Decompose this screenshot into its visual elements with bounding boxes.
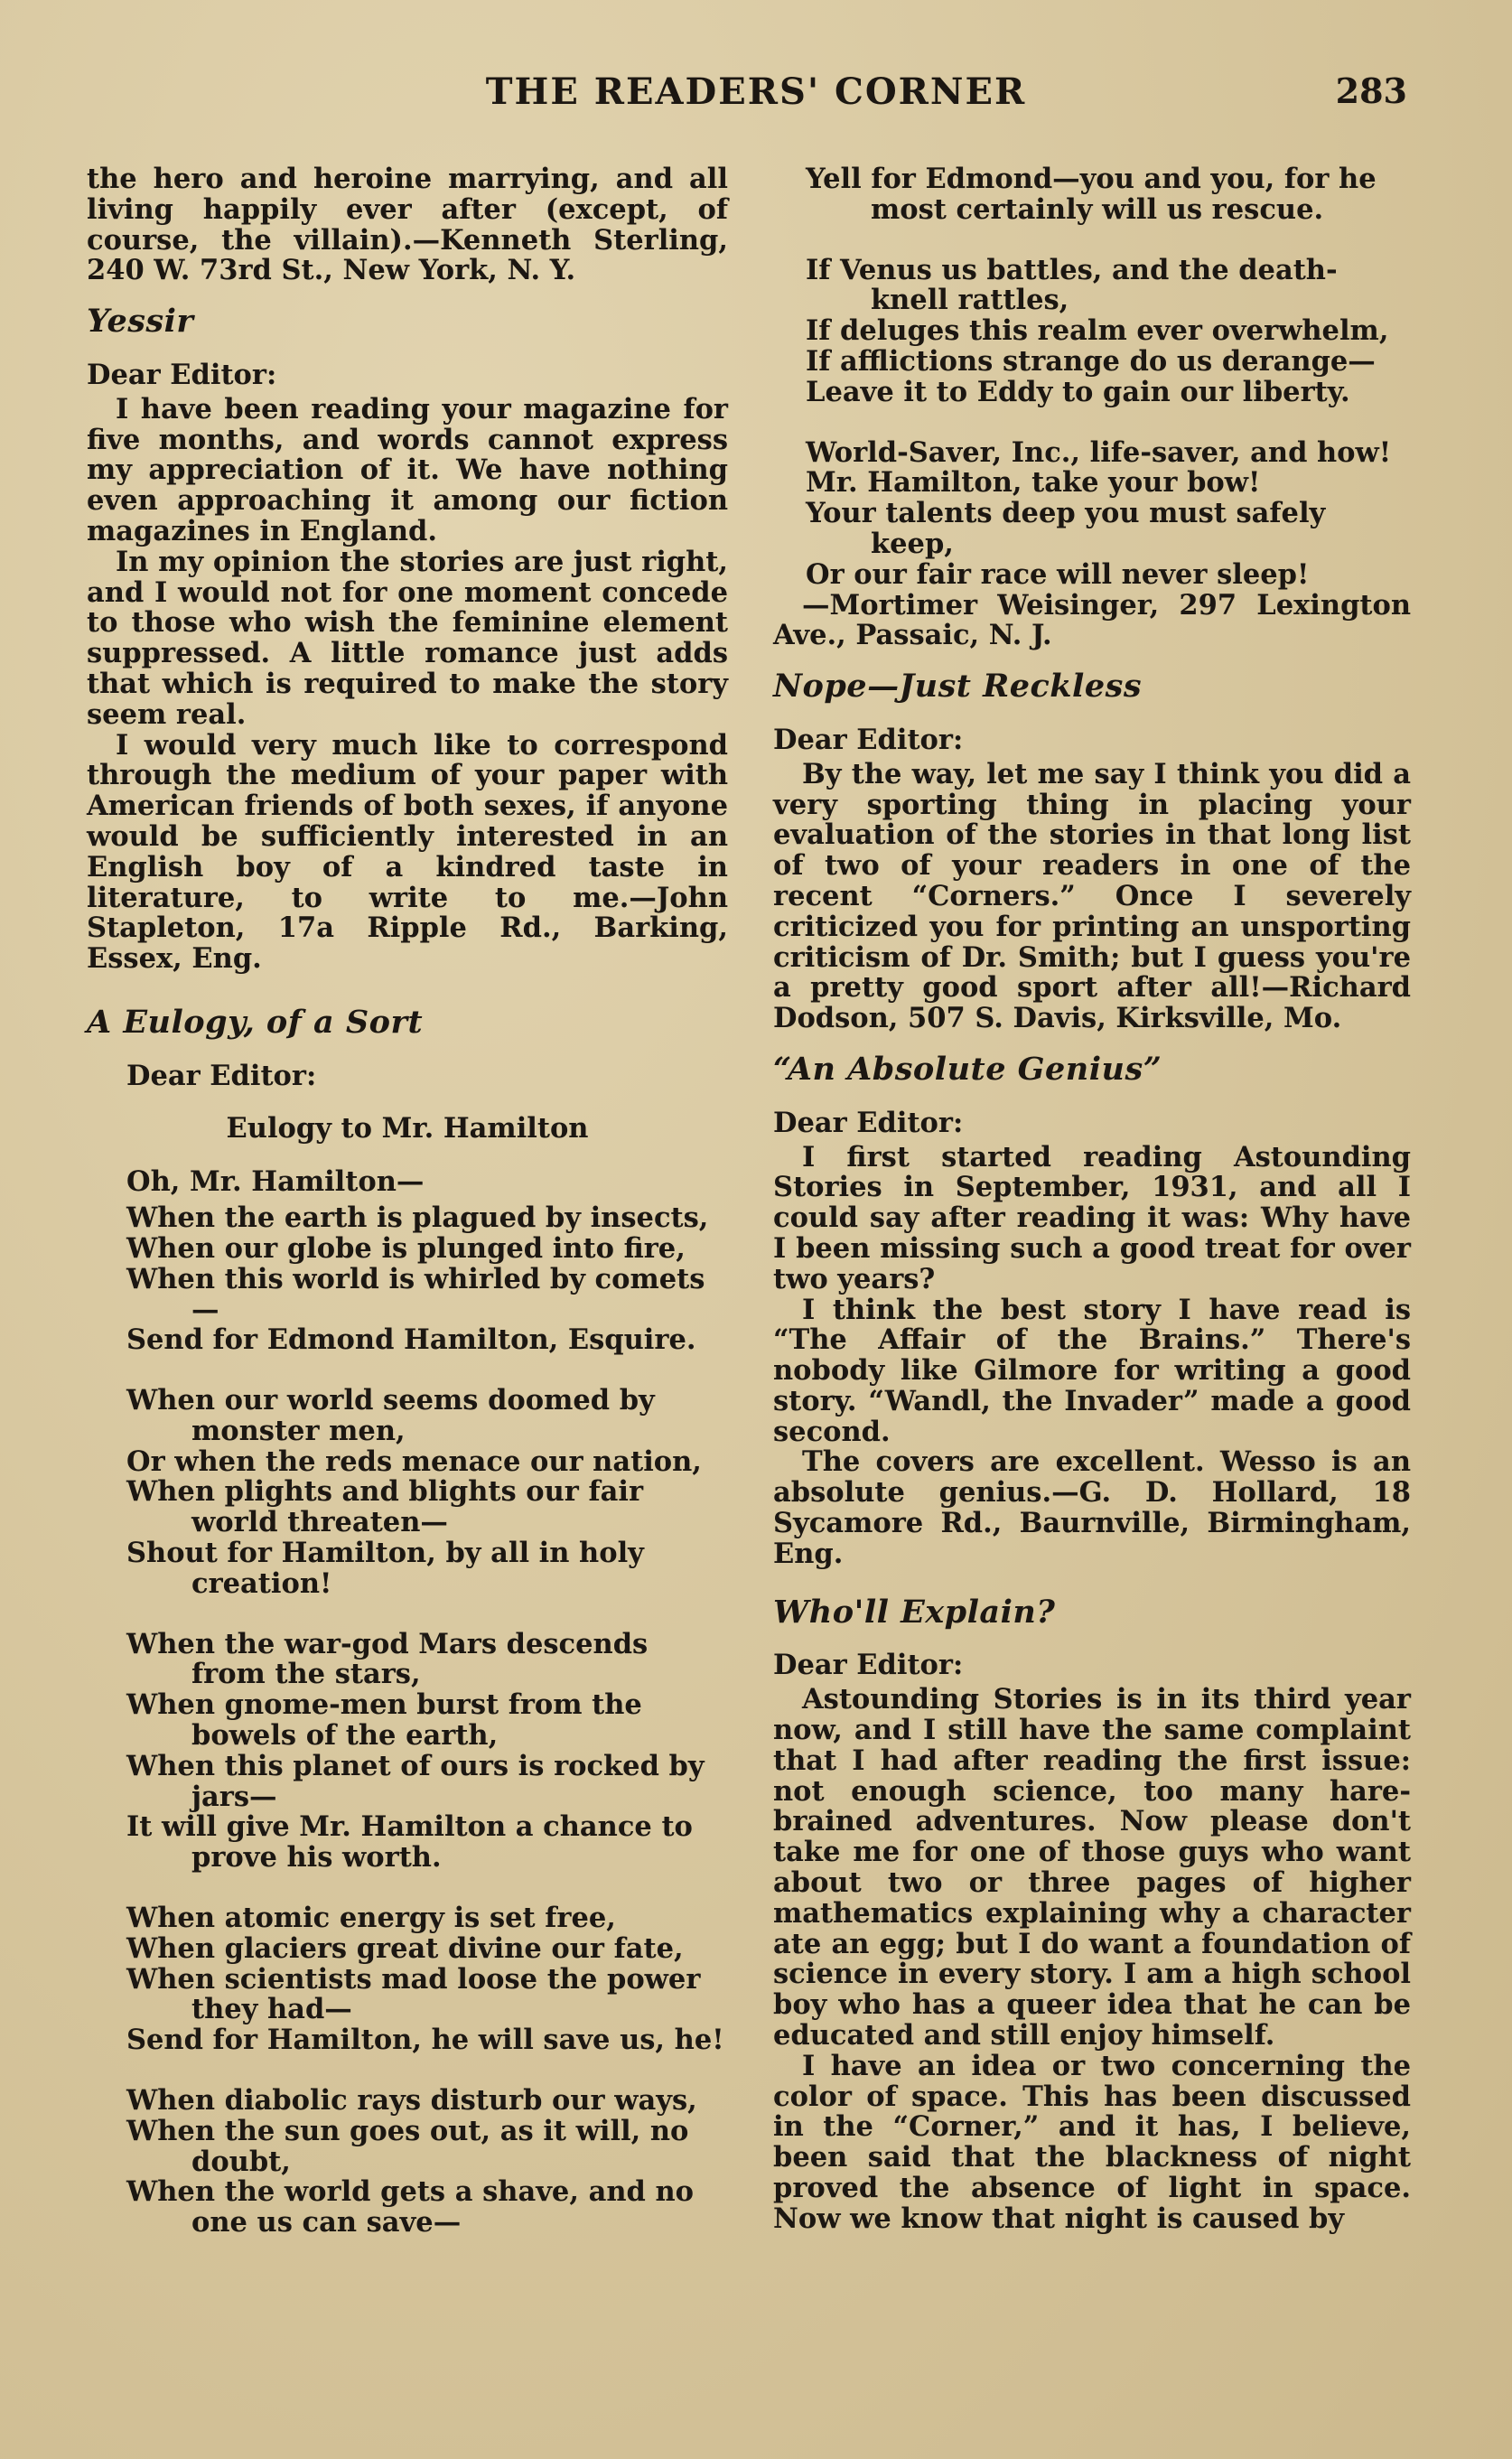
poem-opening: Oh, Mr. Hamilton— (126, 1165, 425, 1199)
poem-stanza (87, 1903, 728, 2056)
page-header (0, 70, 1512, 125)
paragraph: By the way, let me say I think you did a very sporting thing in placing your evaluation of the stories in that long list of two of your readers in one of the recent “Corners.” Once I severely criticized you for printing an unsporting criticism of Dr. Smith; but I guess you're a pretty good sport after all!—Richard Dodson, 507 S. Davis, Kirksville, Mo. (773, 757, 1411, 1035)
left-column (87, 164, 728, 2239)
letter-genius (773, 1050, 1411, 1570)
poem-line: If Venus us battles, and the death-knell rattles, (806, 253, 1338, 317)
letter-eulogy (87, 1003, 728, 2239)
salutation: Dear Editor: (773, 1106, 964, 1139)
poem-line: When the earth is plagued by insects, (126, 1201, 709, 1235)
poem-title: Eulogy to Mr. Hamilton (226, 1111, 589, 1145)
letter-heading: Yessir (87, 303, 194, 341)
letter-explain (773, 1593, 1411, 2235)
paragraph: I have been reading your magazine for five months, and words cannot express my appreciation of it. We have nothing even approaching it among our fiction magazines in England. (87, 392, 728, 547)
poem-line: When gnome-men burst from the bowels of the earth, (126, 1688, 642, 1753)
right-column (773, 164, 1411, 2235)
letter-heading: Who'll Explain? (773, 1593, 1056, 1631)
poem-line: When the sun goes out, as it will, no doubt, (126, 2114, 689, 2178)
poem-line: Leave it to Eddy to gain our liberty. (806, 375, 1350, 408)
poem-stanza (773, 435, 1411, 591)
page-number: 283 (1335, 70, 1407, 111)
paragraph: I first started reading Astounding Stories in September, 1931, and all I could say after reading it was: Why have I been missing such a good treat for over two years? (773, 1140, 1411, 1295)
paragraph: The covers are excellent. Wesso is an absolute genius.—G. D. Hollard, 18 Sycamore Rd., Baurnville, Birmingham, Eng. (773, 1445, 1411, 1570)
poem-stanza (87, 2086, 728, 2239)
paragraph: Astounding Stories is in its third year now, and I still have the same complaint that I had after reading the first issue: not enough science, too many hare-brained adventures. Now please don't take me for one of those guys who want about two or three pages of higher mathematics explaining why a character ate an egg; but I do want a foundation of science in every story. I am a high school boy who has a queer idea that he can be educated and still enjoy himself. (773, 1683, 1411, 2052)
poem-line: When diabolic rays disturb our ways, (126, 2084, 697, 2118)
paragraph: In my opinion the stories are just right, and I would not for one moment concede to those who wish the feminine element suppressed. A little romance just adds that which is required to make the story seem real. (87, 545, 728, 731)
letter-heading: “An Absolute Genius” (773, 1050, 1162, 1088)
salutation: Dear Editor: (126, 1059, 317, 1092)
paragraph: I would very much like to correspond through the medium of your paper with American friends of both sexes, if anyone would be sufficiently interested in an English boy of a kindred taste in literature, to write to me.—John Stapleton, 17a Ripple Rd., Barking, Essex, Eng. (87, 728, 728, 976)
paragraph: I have an idea or two concerning the color of space. This has been discussed in the “Corner,” and it has, I believe, been said that the blackness of night proved the absence of light in space. Now we know that night is caused by (773, 2049, 1411, 2235)
poem-stanza (773, 164, 1411, 226)
running-title: THE READERS' CORNER (485, 70, 1027, 113)
poem-line: Or our fair race will never sleep! (806, 557, 1310, 591)
poem-line: When our globe is plunged into fire, (126, 1231, 686, 1265)
poem-line: When the war-god Mars descends from the stars, (126, 1627, 649, 1691)
poem-stanza (87, 1203, 728, 1356)
poem-stanza (87, 1386, 728, 1600)
salutation: Dear Editor: (773, 1649, 964, 1682)
poem-line: When the world gets a shave, and no one us can save— (126, 2175, 694, 2239)
poem-line: If afflictions strange do us derange— (806, 344, 1376, 378)
poem-line: Send for Hamilton, he will save us, he! (126, 2024, 724, 2057)
poem-line: Yell for Edmond—you and you, for he most certainly will us rescue. (806, 163, 1377, 226)
poem-line: World-Saver, Inc., life-saver, and how! (806, 435, 1392, 469)
poem-line: Send for Edmond Hamilton, Esquire. (126, 1323, 696, 1357)
poem-line: Your talents deep you must safely keep, (806, 497, 1326, 560)
poem-stanza (773, 253, 1411, 408)
poem-line: If deluges this realm ever overwhelm, (806, 314, 1389, 348)
poem-line: When this world is whirled by comets— (126, 1262, 705, 1326)
poem-line: When glaciers great divine our fate, (126, 1931, 684, 1965)
poem-stanza (87, 1627, 728, 1875)
poem-line: Mr. Hamilton, take your bow! (806, 466, 1261, 500)
letter-nope (773, 668, 1411, 1035)
poem-line: When scientists mad loose the power they had— (126, 1962, 701, 2026)
letter-yessir (87, 303, 728, 976)
letter-heading: A Eulogy, of a Sort (87, 1003, 424, 1041)
salutation: Dear Editor: (87, 358, 277, 391)
poem-line: When this planet of ours is rocked by jars— (126, 1749, 705, 1813)
poem-line: When our world seems doomed by monster men, (126, 1384, 655, 1447)
paragraph: I think the best story I have read is “The Affair of the Brains.” There's nobody like Gilmore for writing a good story. “Wandl, the Invader” made a good second. (773, 1293, 1411, 1448)
salutation: Dear Editor: (773, 723, 964, 756)
poem-line: When atomic energy is set free, (126, 1902, 616, 1935)
letter-continuation: the hero and heroine marrying, and all living happily ever after (except, of course, the villain).—Kenneth Sterling, 240 W. 73rd St., New York, N. Y. (87, 163, 728, 287)
poem-signature: —Mortimer Weisinger, 297 Lexington Ave., Passaic, N. J. (773, 588, 1411, 652)
poem-line: Shout for Hamilton, by all in holy creation! (126, 1537, 644, 1600)
poem-line: Or when the reds menace our nation, (126, 1445, 702, 1478)
poem-line: It will give Mr. Hamilton a chance to prove his worth. (126, 1810, 693, 1875)
letter-heading: Nope—Just Reckless (773, 668, 1143, 706)
poem-line: When plights and blights our fair world threaten— (126, 1475, 644, 1539)
